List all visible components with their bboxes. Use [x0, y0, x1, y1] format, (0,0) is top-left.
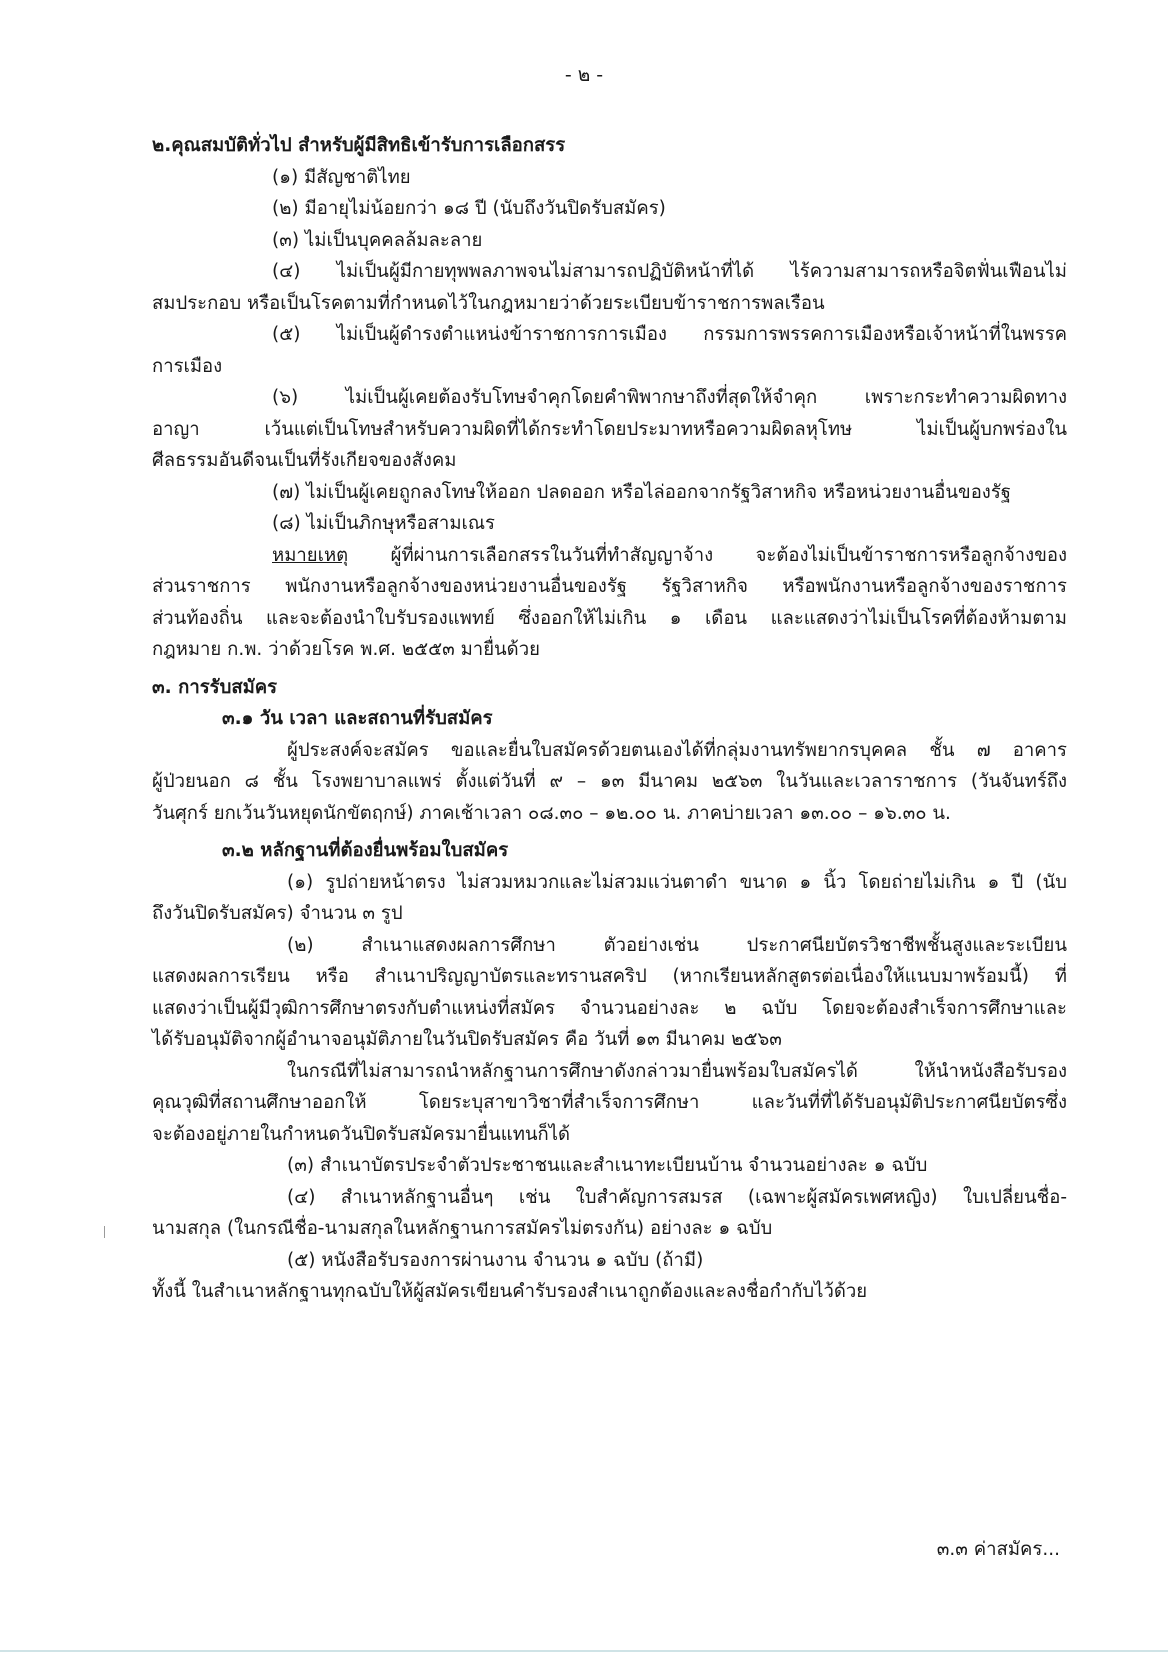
qualification-1: (๑) มีสัญชาติไทย — [272, 166, 411, 188]
qualification-5-line-2: การเมือง — [152, 355, 223, 377]
section-3-1-title: ๓.๑ วัน เวลา และสถานที่รับสมัคร — [222, 708, 493, 729]
qualification-7: (๗) ไม่เป็นผู้เคยถูกลงโทษให้ออก ปลดออก หรือไล่ออกจากรัฐวิสาหกิจ หรือหน่วยงานอื่นของรัฐ — [272, 481, 1011, 503]
document-2-line-7: จะต้องอยู่ภายในกำหนดวันปิดรับสมัครมายื่นแทนก็ได้ — [152, 1123, 571, 1145]
page-number: - ๒ - — [564, 64, 604, 86]
note-line-2: ส่วนราชการ พนักงานหรือลูกจ้างของหน่วยงานอื่นของรัฐ รัฐวิสาหกิจ หรือพนักงานหรือลูกจ้างของราชการ — [152, 576, 1067, 597]
section-2-title: ๒.คุณสมบัติทั่วไป สำหรับผู้มีสิทธิเข้ารับการเลือกสรร — [152, 135, 566, 156]
scan-mark — [104, 1226, 105, 1238]
qualification-2: (๒) มีอายุไม่น้อยกว่า ๑๘ ปี (นับถึงวันปิดรับสมัคร) — [272, 198, 666, 219]
note-text: ผู้ที่ผ่านการเลือกสรรในวันที่ทำสัญญาจ้าง จะต้องไม่เป็นข้าราชการหรือลูกจ้างของ — [348, 544, 1067, 566]
note-line-3: ส่วนท้องถิ่น และจะต้องนำใบรับรองแพทย์ ซึ่งออกให้ไม่เกิน ๑ เดือน และแสดงว่าไม่เป็นโรคที่ต้องห้ามตาม — [152, 607, 1067, 629]
qualification-4-line-2: สมประกอบ หรือเป็นโรคตามที่กำหนดไว้ในกฎหมายว่าด้วยระเบียบข้าราชการพลเรือน — [152, 292, 825, 314]
qualification-8: (๘) ไม่เป็นภิกษุหรือสามเณร — [272, 513, 495, 534]
section-3-1-line-1: ผู้ประสงค์จะสมัคร ขอและยื่นใบสมัครด้วยตนเองได้ที่กลุ่มงานทรัพยากรบุคคล ชั้น ๗ อาคาร — [287, 739, 1067, 761]
document-2-line-6: คุณวุฒิที่สถานศึกษาออกให้ โดยระบุสาขาวิชาที่สำเร็จการศึกษา และวันที่ที่ได้รับอนุมัติประกาศนียบัตรซึ่ง — [152, 1092, 1067, 1113]
document-1-line-1: (๑) รูปถ่ายหน้าตรง ไม่สวมหมวกและไม่สวมแว่นตาดำ ขนาด ๑ นิ้ว โดยถ่ายไม่เกิน ๑ ปี (นับ — [287, 871, 1067, 893]
document-2-line-3: แสดงว่าเป็นผู้มีวุฒิการศึกษาตรงกับตำแหน่งที่สมัคร จำนวนอย่างละ ๒ ฉบับ โดยจะต้องสำเร็จการศึกษาและ — [152, 997, 1067, 1019]
qualification-6-line-3: ศีลธรรมอันดีจนเป็นที่รังเกียจของสังคม — [152, 450, 457, 471]
section-3-1-line-3: วันศุกร์ ยกเว้นวันหยุดนักขัตฤกษ์) ภาคเช้าเวลา ๐๘.๓๐ – ๑๒.๐๐ น. ภาคบ่ายเวลา ๑๓.๐๐ – ๑๖.๓๐ น. — [152, 802, 951, 824]
qualification-4-line-1: (๔) ไม่เป็นผู้มีกายทุพพลภาพจนไม่สามารถปฏิบัติหน้าที่ได้ ไร้ความสามารถหรือจิตฟั่นเฟือนไม่ — [272, 261, 1067, 282]
document-4-line-1: (๔) สำเนาหลักฐานอื่นๆ เช่น ใบสำคัญการสมรส (เฉพาะผู้สมัครเพศหญิง) ใบเปลี่ยนชื่อ- — [287, 1186, 1067, 1208]
qualification-6-line-2: อาญา เว้นแต่เป็นโทษสำหรับความผิดที่ได้กระทำโดยประมาทหรือความผิดลหุโทษ ไม่เป็นผู้บกพร่องใน — [152, 418, 1067, 440]
document-3: (๓) สำเนาบัตรประจำตัวประชาชนและสำเนาทะเบียนบ้าน จำนวนอย่างละ ๑ ฉบับ — [287, 1155, 928, 1176]
document-2-line-4: ได้รับอนุมัติจากผู้อำนาจอนุมัติภายในวันปิดรับสมัคร คือ วันที่ ๑๓ มีนาคม ๒๕๖๓ — [152, 1029, 782, 1050]
section-3-title: ๓. การรับสมัคร — [152, 676, 278, 698]
document-2-line-1: (๒) สำเนาแสดงผลการศึกษา ตัวอย่างเช่น ประกาศนียบัตรวิชาชีพชั้นสูงและระเบียน — [287, 934, 1067, 956]
bottom-rule — [0, 1650, 1168, 1652]
document-1-line-2: ถึงวันปิดรับสมัคร) จำนวน ๓ รูป — [152, 903, 403, 924]
document-5: (๕) หนังสือรับรองการผ่านงาน จำนวน ๑ ฉบับ (ถ้ามี) — [287, 1249, 704, 1271]
section-3-1-line-2: ผู้ป่วยนอก ๘ ชั้น โรงพยาบาลแพร่ ตั้งแต่วันที่ ๙ – ๑๓ มีนาคม ๒๕๖๓ ในวันและเวลาราชการ (วันจันทร์ถึง — [152, 771, 1067, 792]
note-label: หมายเหตุ — [272, 544, 349, 566]
document-2-line-2: แสดงผลการเรียน หรือ สำเนาปริญญาบัตรและทรานสคริป (หากเรียนหลักสูตรต่อเนื่องให้แนบมาพร้อมนี้) ที่ — [152, 966, 1067, 987]
note-line-1 — [152, 540, 1067, 572]
section-3-2-title: ๓.๒ หลักฐานที่ต้องยื่นพร้อมใบสมัคร — [222, 840, 509, 861]
continuation-footer: ๓.๓ ค่าสมัคร... — [936, 1539, 1060, 1560]
document-4-line-2: นามสกุล (ในกรณีชื่อ-นามสกุลในหลักฐานการสมัครไม่ตรงกัน) อย่างละ ๑ ฉบับ — [152, 1218, 773, 1239]
document-2-line-5: ในกรณีที่ไม่สามารถนำหลักฐานการศึกษาดังกล่าวมายื่นพร้อมใบสมัครได้ ให้นำหนังสือรับรอง — [287, 1060, 1067, 1082]
closing-statement: ทั้งนี้ ในสำเนาหลักฐานทุกฉบับให้ผู้สมัครเขียนคำรับรองสำเนาถูกต้องและลงชื่อกำกับไว้ด้วย — [152, 1281, 868, 1302]
note-line-4: กฎหมาย ก.พ. ว่าด้วยโรค พ.ศ. ๒๕๕๓ มายื่นด้วย — [152, 639, 540, 660]
document-body — [152, 130, 1067, 1308]
qualification-5-line-1: (๕) ไม่เป็นผู้ดำรงตำแหน่งข้าราชการการเมือง กรรมการพรรคการเมืองหรือเจ้าหน้าที่ในพรรค — [272, 324, 1067, 345]
qualification-6-line-1: (๖) ไม่เป็นผู้เคยต้องรับโทษจำคุกโดยคำพิพากษาถึงที่สุดให้จำคุก เพราะกระทำความผิดทาง — [272, 387, 1067, 408]
qualification-3: (๓) ไม่เป็นบุคคลล้มละลาย — [272, 229, 483, 251]
